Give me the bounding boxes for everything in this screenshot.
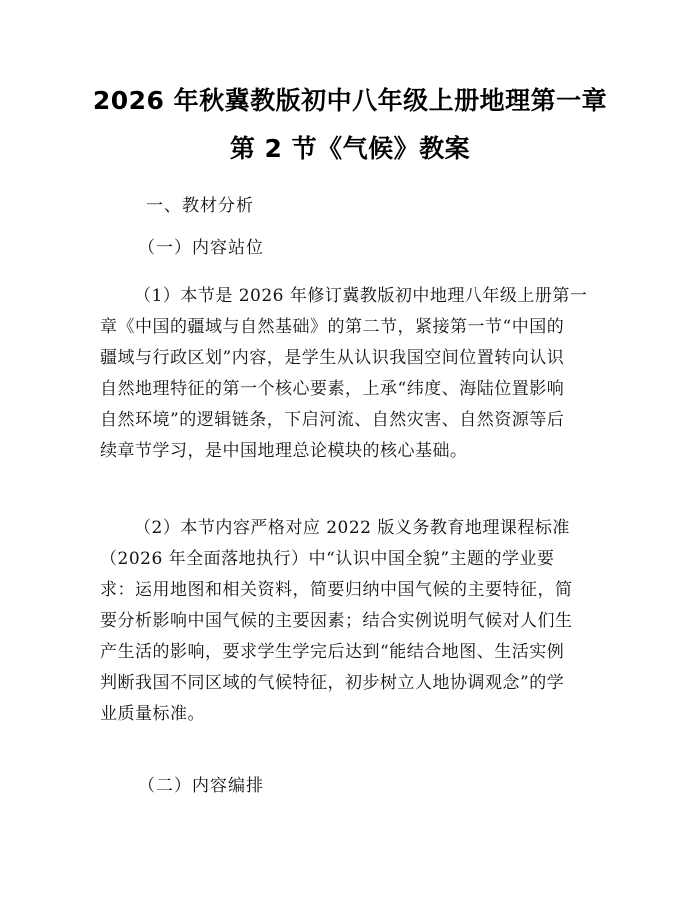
paragraph-line: 疆域与行政区划”内容，是学生从认识我国空间位置转向认识 (100, 348, 565, 368)
paragraph-line: 求：运用地图和相关资料，简要归纳中国气候的主要特征，简 (100, 580, 573, 600)
document-title-line-1: 2026 年秋冀教版初中八年级上册地理第一章 (92, 86, 608, 115)
paragraph-line: （1）本节是 2026 年修订冀教版初中地理八年级上册第一 (134, 286, 588, 306)
paragraph-line: （2026 年全面落地执行）中“认识中国全貌”主题的学业要 (100, 549, 555, 569)
subsection-heading-content-positioning: （一）内容站位 (138, 238, 264, 258)
paragraph-line: 自然环境”的逻辑链条，下启河流、自然灾害、自然资源等后 (100, 410, 565, 430)
paragraph-line: 判断我国不同区域的气候特征，初步树立人地协调观念”的学 (100, 673, 565, 693)
paragraph-line: 续章节学习，是中国地理总论模块的核心基础。 (100, 441, 468, 461)
paragraph-line: 章《中国的疆域与自然基础》的第二节，紧接第一节“中国的 (100, 317, 565, 337)
subsection-heading-content-arrangement: （二）内容编排 (138, 776, 264, 796)
paragraph-line: 产生活的影响，要求学生学完后达到“能结合地图、生活实例 (100, 642, 565, 662)
paragraph-line: 要分析影响中国气候的主要因素；结合实例说明气候对人们生 (100, 611, 573, 631)
document-title-line-2: 第 2 节《气候》教案 (229, 134, 471, 163)
paragraph-2 (100, 513, 600, 730)
section-heading-textbook-analysis: 一、教材分析 (146, 196, 254, 216)
paragraph-line: （2）本节内容严格对应 2022 版义务教育地理课程标准 (134, 518, 570, 538)
paragraph-1 (100, 281, 600, 467)
paragraph-line: 自然地理特征的第一个核心要素，上承“纬度、海陆位置影响 (100, 379, 565, 399)
paragraph-line: 业质量标准。 (100, 704, 205, 724)
